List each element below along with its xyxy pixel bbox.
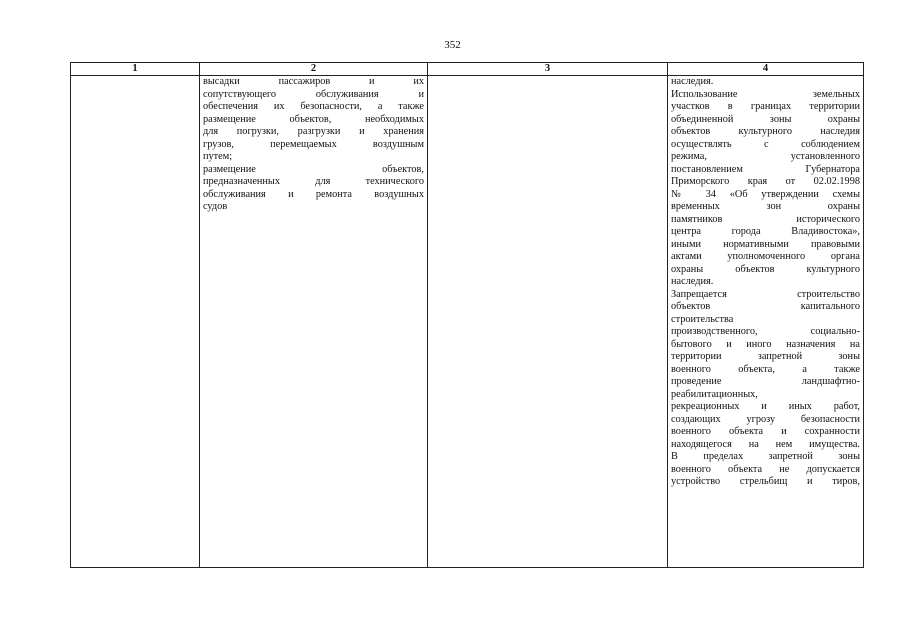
- cell-line: сопутствующего обслуживания и: [203, 88, 424, 100]
- cell-line: строительства: [671, 313, 734, 325]
- cell-line: грузов, перемещаемых воздушным: [203, 138, 424, 150]
- column-header-3: 3: [428, 63, 668, 76]
- cell-line: военного объекта, а также: [671, 363, 860, 375]
- cell-line: обеспечения их безопасности, а также: [203, 101, 424, 112]
- cell-line: устройство стрельбищ и тиров,: [671, 476, 860, 487]
- cell-line: Приморского края от 02.02.1998: [671, 176, 860, 187]
- cell-line: судов: [203, 201, 228, 212]
- cell-line: Запрещается строительство: [671, 288, 860, 300]
- cell-line: высадки пассажиров и их: [203, 76, 424, 87]
- cell-line: памятников исторического: [671, 213, 860, 225]
- table-row: [71, 76, 864, 568]
- cell-line: военного объекта и сохранности: [671, 426, 860, 437]
- cell-line: объединенной зоны охраны: [671, 113, 860, 125]
- table-cell-col3: [428, 76, 668, 568]
- column-header-1: 1: [71, 63, 200, 76]
- cell-line: объектов капитального: [671, 301, 860, 312]
- table-header-row: [71, 63, 864, 76]
- cell-line: предназначенных для технического: [203, 176, 424, 187]
- cell-line: В пределах запретной зоны: [671, 451, 860, 462]
- cell-line: актами уполномоченного органа: [671, 251, 860, 262]
- cell-line: военного объекта не допускается: [671, 463, 860, 475]
- cell-line: наследия.: [671, 76, 714, 87]
- cell-line: территории запретной зоны: [671, 351, 860, 362]
- cell-line: производственного, социально-: [671, 326, 860, 337]
- cell-line: реабилитационных,: [671, 388, 758, 400]
- cell-line: бытового и иного назначения на: [671, 338, 860, 350]
- cell-line: осуществлять с соблюдением: [671, 138, 860, 150]
- table-cell-col1: [71, 76, 200, 568]
- column-header-4: 4: [668, 63, 864, 76]
- cell-line: Использование земельных: [671, 88, 860, 100]
- cell-line: № 34 «Об утверждении схемы: [671, 188, 860, 200]
- cell-line: иными нормативными правовыми: [671, 238, 860, 250]
- cell-line: наследия.: [671, 276, 714, 287]
- cell-line: размещение объектов, необходимых: [203, 113, 424, 125]
- column-header-2: 2: [200, 63, 428, 76]
- cell-line: размещение объектов,: [203, 163, 424, 175]
- cell-line: объектов культурного наследия: [671, 126, 860, 137]
- cell-line: для погрузки, разгрузки и хранения: [203, 126, 424, 137]
- cell-line: режима, установленного: [671, 151, 860, 162]
- table-cell-col2: [200, 76, 428, 568]
- cell-line: находящегося на нем имущества.: [671, 438, 860, 450]
- cell-line: постановлением Губернатора: [671, 163, 860, 175]
- cell-line: обслуживания и ремонта воздушных: [203, 188, 424, 200]
- cell-line: центра города Владивостока»,: [671, 226, 860, 237]
- cell-line: создающих угрозу безопасности: [671, 413, 860, 425]
- cell-line: участков в границах территории: [671, 101, 860, 112]
- page-number: 352: [444, 39, 461, 51]
- cell-line: проведение ландшафтно-: [671, 376, 860, 387]
- cell-line: охраны объектов культурного: [671, 263, 860, 275]
- cell-line: временных зон охраны: [671, 201, 860, 212]
- cell-line: рекреационных и иных работ,: [671, 401, 860, 412]
- document-table: [70, 62, 864, 568]
- table-cell-col4: [668, 76, 864, 568]
- cell-line: путем;: [203, 151, 233, 162]
